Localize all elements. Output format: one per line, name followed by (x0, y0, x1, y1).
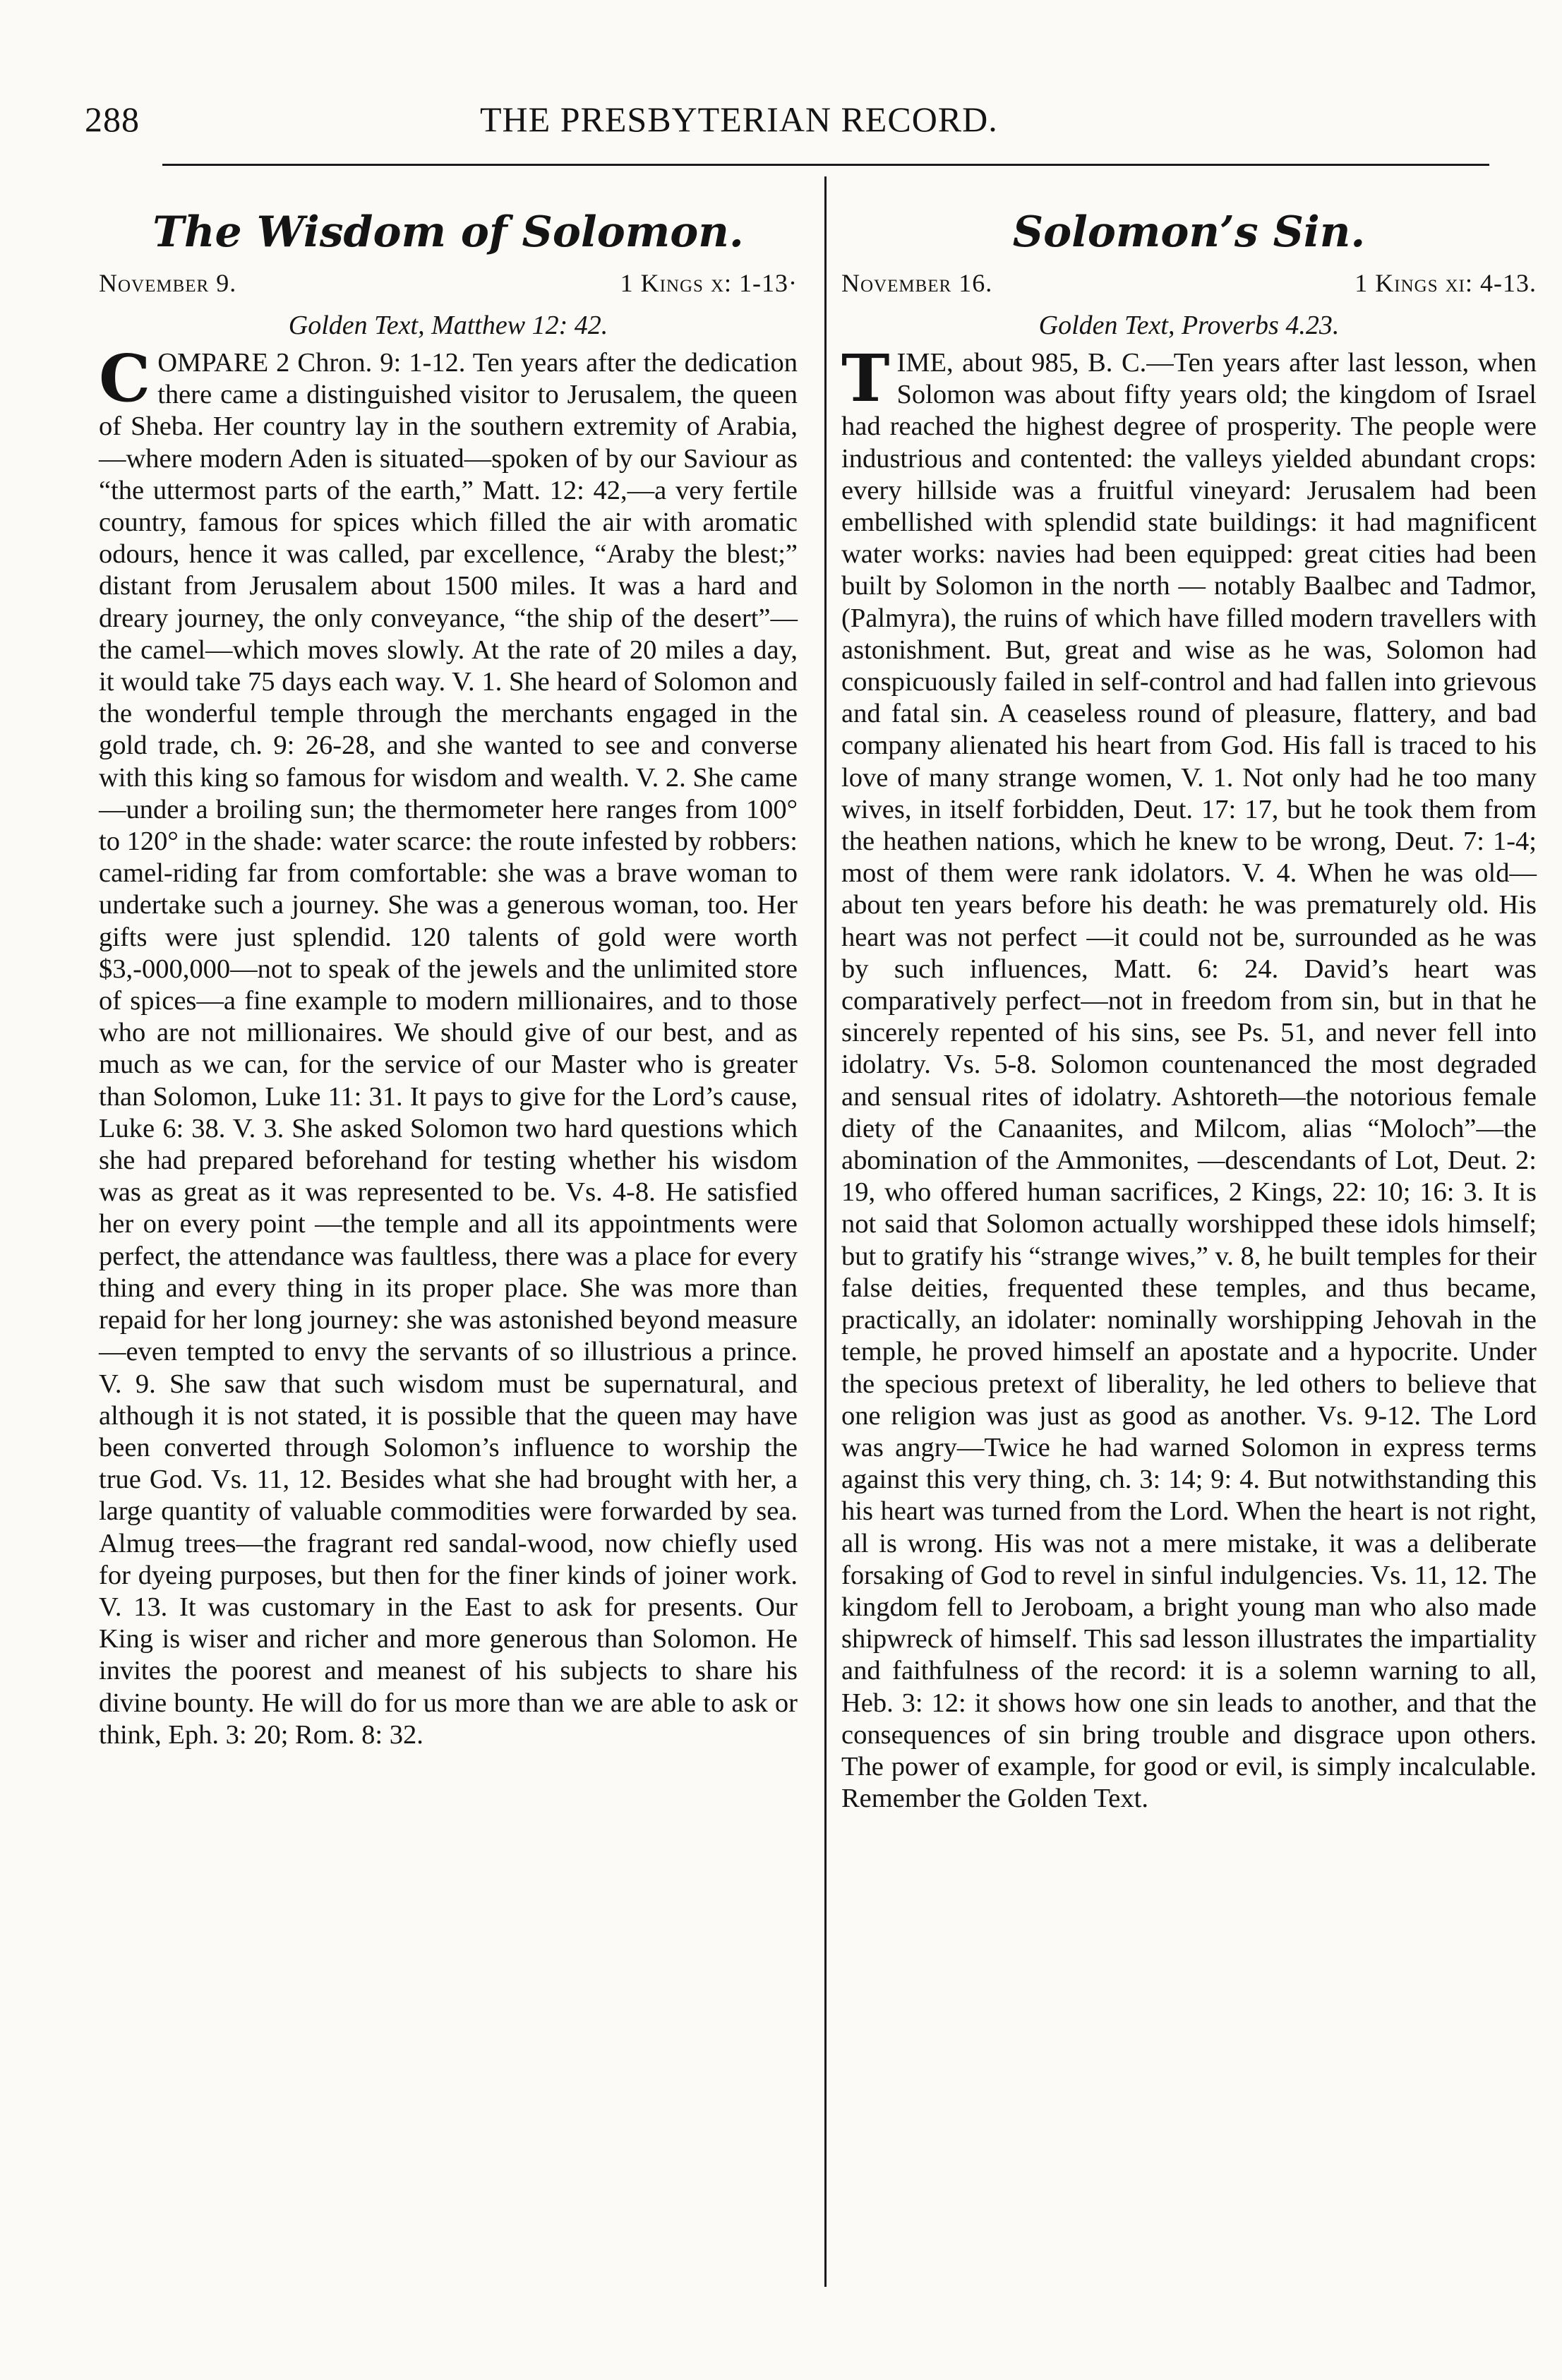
golden-text: Golden Text, Matthew 12: 42. (288, 311, 608, 340)
right-column (841, 205, 1537, 1815)
lesson-dateline (99, 264, 798, 305)
column-divider (824, 176, 827, 2287)
lesson-date: November 9. (99, 269, 237, 297)
lesson-body (99, 340, 798, 1751)
lesson-dateline (841, 264, 1537, 305)
drop-cap: T (841, 340, 890, 416)
lesson-date: November 16. (841, 269, 993, 297)
lesson-body (841, 340, 1537, 1815)
header-rule (162, 164, 1489, 166)
golden-text: Golden Text, Proverbs 4.23. (1038, 311, 1340, 340)
drop-cap: C (99, 340, 151, 416)
left-column (99, 205, 798, 1751)
page-number: 288 (85, 100, 140, 139)
scripture-reference: 1 Kings x: 1-13· (620, 269, 798, 297)
lesson-title: The Wisdom of Solomon. (152, 208, 744, 257)
lesson-title: Solomon’s Sin. (1012, 208, 1366, 257)
lesson-text: IME, about 985, B. C.—Ten years after last lesson, when Solomon was about fifty years old; the kingdom of Israel had reached the highest degree of prosperity. The people were industrious and contented: the valleys yielded abundant crops: every hillside was a fruitful vineyard: Jerusalem had been embellished with splendid state buildings: it had magnificent water works: navies had been equipped: great cities had been built by Solomon in the north — notably Baalbec and Tadmor, (Palmyra), the ruins of which have filled modern travellers with astonishment. But, great and wise as he was, Solomon had conspicuously failed in self-control and had fallen into grievous and fatal sin. A ceaseless round of pleasure, flattery, and bad company alienated his heart from God. His fall is traced to his love of many strange women, V. 1. Not only had he too many wives, in itself forbidden, Deut. 17: 17, but he took them from the heathen nations, which he knew to be wrong, Deut. 7: 1-4; most of them were rank idolators. V. 4. When he was old—about ten years before his death: he was prematurely old. His heart was not perfect —it could not be, surrounded as he was by such influences, Matt. 6: 24. David’s heart was comparatively perfect—not in freedom from sin, but in that he sincerely repented of his sins, see Ps. 51, and never fell into idolatry. Vs. 5-8. Solomon countenanced the most degraded and sensual rites of idolatry. Ashtoreth—the notorious female diety of the Canaanites, and Milcom, alias “Moloch”—the abomination of the Ammonites, —descendants of Lot, Deut. 2: 19, who offered human sacrifices, 2 Kings, 22: 10; 16: 3. It is not said that Solomon actually worshipped these idols himself; but to gratify his “strange wives,” v. 8, he built temples for their false deities, frequented these temples, and thus became, practically, an idolater: nominally worshipping Jehovah in the temple, he proved himself an apostate and a hypocrite. Under the specious pretext of liberality, he led others to believe that one religion was just as good as another. Vs. 9-12. The Lord was angry—Twice he had warned Solomon in express terms against this very thing, ch. 3: 14; 9: 4. But notwithstanding this his heart was turned from the Lord. When the heart is not right, all is wrong. His was not a mere mistake, it was a deliberate forsaking of God to revel in sinful indulgencies. Vs. 11, 12. The kingdom fell to Jeroboam, a bright young man who also made shipwreck of himself. This sad lesson illustrates the impartiality and faithfulness of the record: it is a solemn warning to all, Heb. 3: 12: it shows how one sin leads to another, and that the consequences of sin bring trouble and disgrace upon others. The power of example, for good or evil, is simply incalculable. Remember the Golden Text. (841, 348, 1537, 1814)
publication-title: THE PRESBYTERIAN RECORD. (480, 100, 998, 139)
lesson-text: OMPARE 2 Chron. 9: 1-12. Ten years after the dedication there came a distinguished visitor to Jerusalem, the queen of Sheba. Her country lay in the southern extremity of Arabia, —where modern Aden is situated—spoken of by our Saviour as “the uttermost parts of the earth,” Matt. 12: 42,—a very fertile country, famous for spices which filled the air with aromatic odours, hence it was called, par excellence, “Araby the blest;” distant from Jerusalem about 1500 miles. It was a hard and dreary journey, the only conveyance, “the ship of the desert”—the camel—which moves slowly. At the rate of 20 miles a day, it would take 75 days each way. V. 1. She heard of Solomon and the wonderful temple through the merchants engaged in the gold trade, ch. 9: 26-28, and she wanted to see and converse with this king so famous for wisdom and wealth. V. 2. She came —under a broiling sun; the thermometer here ranges from 100° to 120° in the shade: water scarce: the route infested by robbers: camel-riding far from comfortable: she was a brave woman to undertake such a journey. She was a generous woman, too. Her gifts were just splendid. 120 talents of gold were worth $3,-000,000—not to speak of the jewels and the unlimited store of spices—a fine example to modern millionaires, and to those who are not millionaires. We should give of our best, and as much as we can, for the service of our Master who is greater than Solomon, Luke 11: 31. It pays to give for the Lord’s cause, Luke 6: 38. V. 3. She asked Solomon two hard questions which she had prepared beforehand for testing whether his wisdom was as great as it was represented to be. Vs. 4-8. He satisfied her on every point —the temple and all its appointments were perfect, the attendance was faultless, there was a place for every thing and every thing in its proper place. She was more than repaid for her long journey: she was astonished beyond measure—even tempted to envy the servants of so illustrious a prince. V. 9. She saw that such wisdom must be supernatural, and although it is not stated, it is possible that the queen may have been converted through Solomon’s influence to worship the true God. Vs. 11, 12. Besides what she had brought with her, a large quantity of valuable commodities were forwarded by sea. Almug trees—the fragrant red sandal-wood, now chiefly used for dyeing purposes, but then for the finer kinds of joiner work. V. 13. It was customary in the East to ask for presents. Our King is wiser and richer and more generous than Solomon. He invites the poorest and meanest of his subjects to share his divine bounty. He will do for us more than we are able to ask or think, Eph. 3: 20; Rom. 8: 32. (99, 348, 798, 1750)
scripture-reference: 1 Kings xi: 4-13. (1354, 269, 1537, 297)
